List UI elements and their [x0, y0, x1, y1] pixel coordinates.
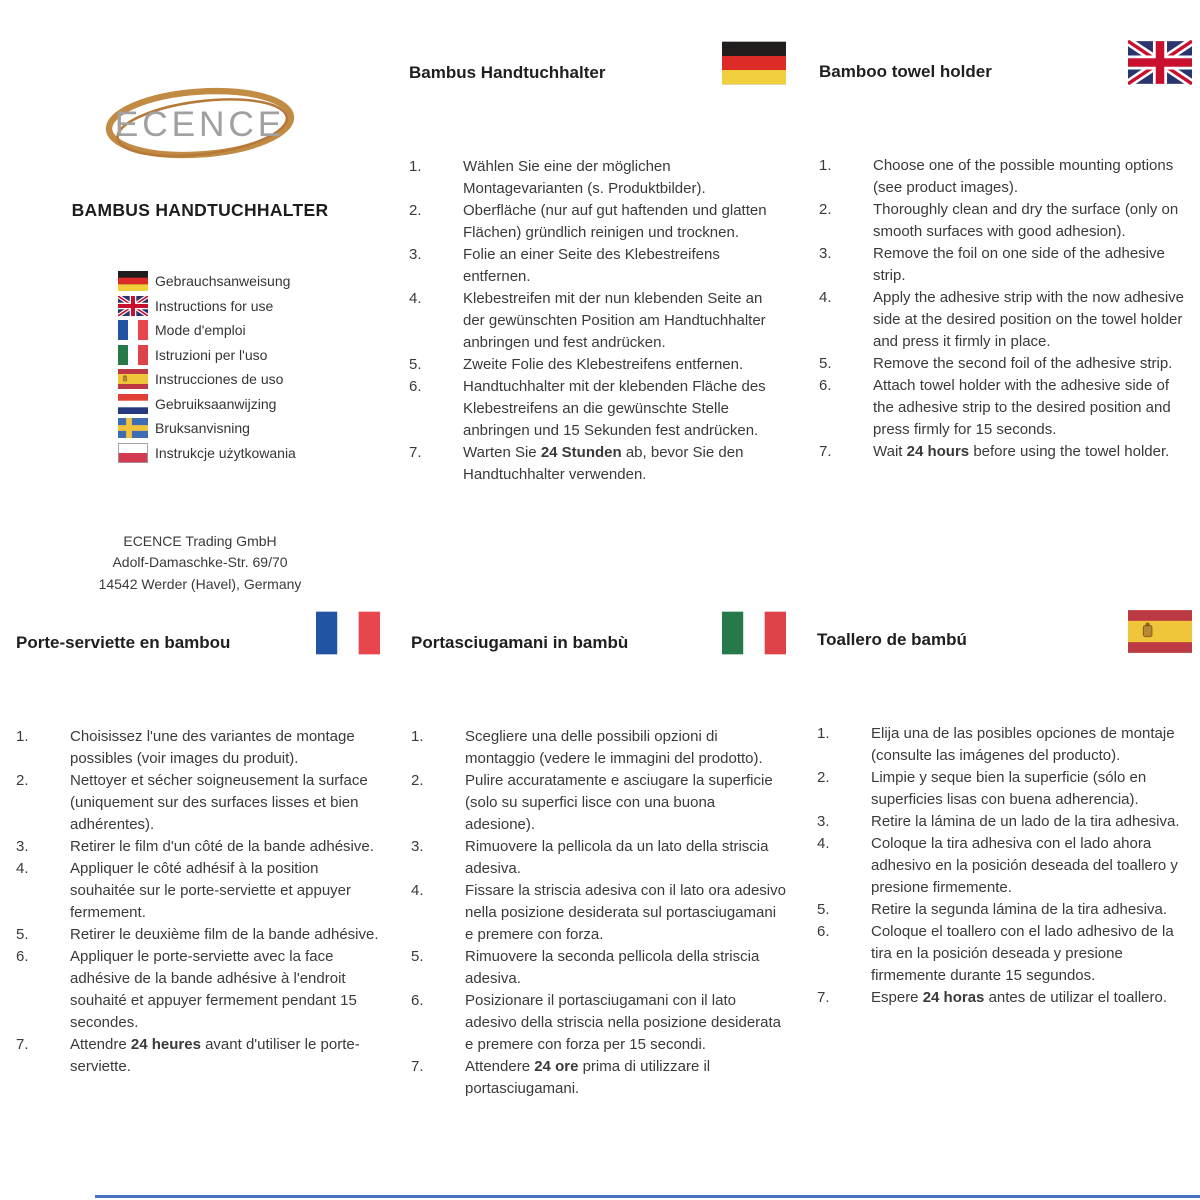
address-line: ECENCE Trading GmbH — [123, 532, 277, 549]
spain-flag-icon — [118, 369, 148, 389]
step-number: 3. — [16, 838, 29, 855]
step-text: Folie an einer Seite des Klebestreifens entfernen. — [463, 246, 720, 285]
step-number: 3. — [817, 813, 830, 830]
uk-flag-icon — [118, 296, 148, 316]
step-text: Rimuovere la pellicola da un lato della striscia adesiva. — [465, 838, 769, 877]
germany-flag-icon — [722, 40, 786, 86]
step-text: Retirer le film d'un côté de la bande adhésive. — [70, 838, 374, 855]
step-number: 5. — [411, 948, 424, 965]
instruction-step — [16, 836, 380, 858]
language-item — [118, 320, 400, 340]
step-number: 7. — [409, 444, 422, 461]
step-number: 7. — [411, 1058, 424, 1075]
step-number: 6. — [819, 377, 832, 394]
step-text: Oberfläche (nur auf gut haftenden und glatten Flächen) gründlich reinigen und trocknen. — [463, 202, 767, 241]
language-item — [118, 271, 400, 291]
netherlands-flag-icon — [118, 394, 148, 414]
step-number: 6. — [409, 378, 422, 395]
step-text: Rimuovere la seconda pellicola della striscia adesiva. — [465, 948, 760, 987]
instruction-step — [409, 200, 786, 244]
section-german — [400, 0, 800, 600]
step-number: 4. — [819, 289, 832, 306]
france-flag-icon — [118, 320, 148, 340]
page-bottom-edge-line — [95, 1195, 1200, 1198]
step-text: Attach towel holder with the adhesive side of the adhesive strip to the desired position and press firmly for 15 seconds. — [873, 377, 1171, 438]
french-instruction-list — [16, 726, 380, 1078]
step-number: 7. — [817, 989, 830, 1006]
step-text: Choisissez l'une des variantes de montage possibles (voir images du produit). — [70, 728, 355, 767]
language-item — [118, 345, 400, 365]
language-item — [118, 443, 400, 463]
german-instruction-list — [409, 156, 786, 486]
section-french — [0, 600, 400, 1200]
step-text: Warten Sie 24 Stunden ab, bevor Sie den Handtuchhalter verwenden. — [463, 444, 744, 483]
france-flag-icon — [316, 610, 380, 656]
language-label: Bruksanvisning — [155, 420, 250, 436]
instruction-step — [16, 946, 380, 1034]
instruction-step — [817, 921, 1192, 987]
step-number: 2. — [409, 202, 422, 219]
step-number: 4. — [817, 835, 830, 852]
step-text: Retirer le deuxième film de la bande adhésive. — [70, 926, 379, 943]
step-number: 6. — [16, 948, 29, 965]
step-number: 4. — [16, 860, 29, 877]
section-title-italian: Portasciugamani in bambù — [411, 633, 629, 652]
step-number: 7. — [16, 1036, 29, 1053]
step-text: Wählen Sie eine der möglichen Montagevarianten (s. Produktbilder). — [463, 158, 706, 197]
address-line: 14542 Werder (Havel), Germany — [98, 575, 302, 592]
brand-sidebar — [0, 0, 400, 600]
instruction-step — [817, 723, 1192, 767]
step-text: Thoroughly clean and dry the surface (only on smooth surfaces with good adhesion). — [873, 201, 1179, 240]
section-header — [411, 610, 786, 656]
instruction-step — [409, 288, 786, 354]
section-title-english: Bamboo towel holder — [819, 62, 992, 81]
section-header — [409, 40, 786, 86]
spain-flag-icon — [1128, 610, 1192, 653]
section-title-french: Porte-serviette en bambou — [16, 633, 231, 652]
ecence-logo — [102, 86, 298, 164]
company-address — [0, 531, 400, 596]
instruction-step — [819, 243, 1192, 287]
step-number: 5. — [409, 356, 422, 373]
step-number: 5. — [819, 355, 832, 372]
step-text: Espere 24 horas antes de utilizar el toallero. — [871, 989, 1168, 1006]
step-text: Pulire accuratamente e asciugare la superficie (solo su superfici lisce con una buona adesione). — [465, 772, 773, 833]
language-item — [118, 296, 400, 316]
section-italian — [400, 600, 800, 1200]
language-item — [118, 418, 400, 438]
instruction-step — [819, 199, 1192, 243]
instruction-step — [16, 858, 380, 924]
instruction-step — [819, 441, 1192, 463]
language-label: Instrucciones de uso — [155, 371, 284, 387]
language-label: Gebruiksaanwijzing — [155, 395, 277, 412]
section-spanish — [800, 600, 1200, 1200]
step-number: 1. — [411, 728, 424, 745]
step-text: Attendre 24 heures avant d'utiliser le porte-serviette. — [70, 1036, 360, 1075]
language-item — [118, 394, 400, 414]
language-item — [118, 369, 400, 389]
step-text: Remove the second foil of the adhesive strip. — [873, 355, 1173, 372]
instruction-step — [16, 924, 380, 946]
step-number: 3. — [819, 245, 832, 262]
step-text: Remove the foil on one side of the adhesive strip. — [873, 245, 1165, 284]
instruction-step — [16, 770, 380, 836]
section-english — [800, 0, 1200, 600]
step-number: 6. — [817, 923, 830, 940]
section-header — [819, 40, 1192, 85]
step-text: Appliquer le côté adhésif à la position souhaitée sur le porte-serviette et appuyer fermement. — [70, 860, 351, 921]
language-label: Instrukcje użytkowania — [155, 444, 296, 461]
step-number: 3. — [411, 838, 424, 855]
instruction-step — [411, 726, 786, 770]
step-number: 2. — [817, 769, 830, 786]
step-number: 2. — [16, 772, 29, 789]
instruction-step — [817, 899, 1192, 921]
language-label: Instructions for use — [155, 297, 274, 314]
step-number: 6. — [411, 992, 424, 1009]
step-number: 5. — [817, 901, 830, 918]
step-number: 4. — [411, 882, 424, 899]
section-header — [817, 610, 1192, 653]
instruction-step — [817, 987, 1192, 1009]
step-text: Attendere 24 ore prima di utilizzare il portasciugamani. — [465, 1058, 711, 1097]
instruction-step — [817, 811, 1192, 833]
step-text: Retire la segunda lámina de la tira adhesiva. — [871, 901, 1168, 918]
poland-flag-icon — [118, 443, 148, 463]
instruction-step — [409, 442, 786, 486]
step-text: Apply the adhesive strip with the now adhesive side at the desired position on the towel holder and press it firmly in place. — [873, 289, 1185, 350]
instruction-step — [409, 244, 786, 288]
english-instruction-list — [819, 155, 1192, 463]
step-text: Coloque la tira adhesiva con el lado ahora adhesivo en la posición deseada del toallero y presione firmemente. — [871, 835, 1178, 896]
step-number: 1. — [817, 725, 830, 742]
step-number: 2. — [819, 201, 832, 218]
product-title: BAMBUS HANDTUCHHALTER — [71, 200, 329, 220]
address-line: Adolf-Damaschke-Str. 69/70 — [112, 554, 288, 570]
section-title-spanish: Toallero de bambú — [817, 630, 967, 649]
instruction-step — [409, 156, 786, 200]
step-text: Klebestreifen mit der nun klebenden Seite an der gewünschten Position am Handtuchhalter anbringen und fest andrücken. — [463, 290, 766, 351]
instruction-step — [409, 376, 786, 442]
instruction-step — [411, 770, 786, 836]
step-text: Fissare la striscia adesiva con il lato ora adesivo nella posizione desiderata sul portasciugamani e premere con forza. — [465, 882, 786, 943]
instruction-step — [817, 833, 1192, 899]
germany-flag-icon — [118, 271, 148, 291]
step-text: Appliquer le porte-serviette avec la face adhésive de la bande adhésive à l'endroit souhaité et appuyer fermement pendant 15 secondes. — [70, 948, 357, 1031]
italian-instruction-list — [411, 726, 786, 1100]
step-text: Scegliere una delle possibili opzioni di montaggio (vedere le immagini del prodotto). — [465, 728, 763, 767]
instruction-step — [16, 726, 380, 770]
uk-flag-icon — [1128, 40, 1192, 85]
instruction-step — [411, 880, 786, 946]
sweden-flag-icon — [118, 418, 148, 438]
italy-flag-icon — [722, 610, 786, 656]
instruction-step — [817, 767, 1192, 811]
language-label: Gebrauchsanweisung — [155, 273, 291, 289]
step-text: Coloque el toallero con el lado adhesivo de la tira en la posición deseada y presione firmemente durante 15 segundos. — [871, 923, 1174, 984]
instruction-step — [411, 990, 786, 1056]
step-text: Handtuchhalter mit der klebenden Fläche des Klebestreifens an die gewünschte Stelle anbringen und 15 Sekunden fest andrücken. — [463, 378, 766, 439]
instruction-step — [411, 1056, 786, 1100]
spanish-instruction-list — [817, 723, 1192, 1009]
step-number: 3. — [409, 246, 422, 263]
instruction-step — [409, 354, 786, 376]
instruction-step — [819, 155, 1192, 199]
instruction-step — [16, 1034, 380, 1078]
section-header — [16, 610, 380, 656]
language-label: Istruzioni per l'uso — [155, 346, 268, 363]
step-text: Posizionare il portasciugamani con il lato adesivo della striscia nella posizione desiderata e premere con forza per 15 secondi. — [465, 992, 782, 1053]
logo-text: ECENCE — [114, 104, 286, 144]
step-text: Wait 24 hours before using the towel holder. — [873, 443, 1170, 460]
step-number: 1. — [819, 157, 832, 174]
step-number: 7. — [819, 443, 832, 460]
step-text: Nettoyer et sécher soigneusement la surface (uniquement sur des surfaces lisses et bien adhérentes). — [70, 772, 368, 833]
step-text: Choose one of the possible mounting options (see product images). — [873, 157, 1174, 196]
instruction-step — [411, 946, 786, 990]
step-text: Limpie y seque bien la superficie (sólo en superficies lisas con buena adherencia). — [871, 769, 1147, 808]
step-number: 2. — [411, 772, 424, 789]
instruction-step — [819, 375, 1192, 441]
instruction-step — [411, 836, 786, 880]
step-text: Zweite Folie des Klebestreifens entfernen. — [463, 356, 744, 373]
step-number: 1. — [409, 158, 422, 175]
italy-flag-icon — [118, 345, 148, 365]
step-text: Retire la lámina de un lado de la tira adhesiva. — [871, 813, 1180, 830]
language-index — [118, 271, 400, 463]
step-number: 4. — [409, 290, 422, 307]
step-text: Elija una de las posibles opciones de montaje (consulte las imágenes del producto). — [871, 725, 1175, 764]
step-number: 1. — [16, 728, 29, 745]
language-label: Mode d'emploi — [155, 322, 246, 338]
section-title-german: Bambus Handtuchhalter — [409, 63, 606, 82]
instruction-step — [819, 287, 1192, 353]
step-number: 5. — [16, 926, 29, 943]
instruction-step — [819, 353, 1192, 375]
